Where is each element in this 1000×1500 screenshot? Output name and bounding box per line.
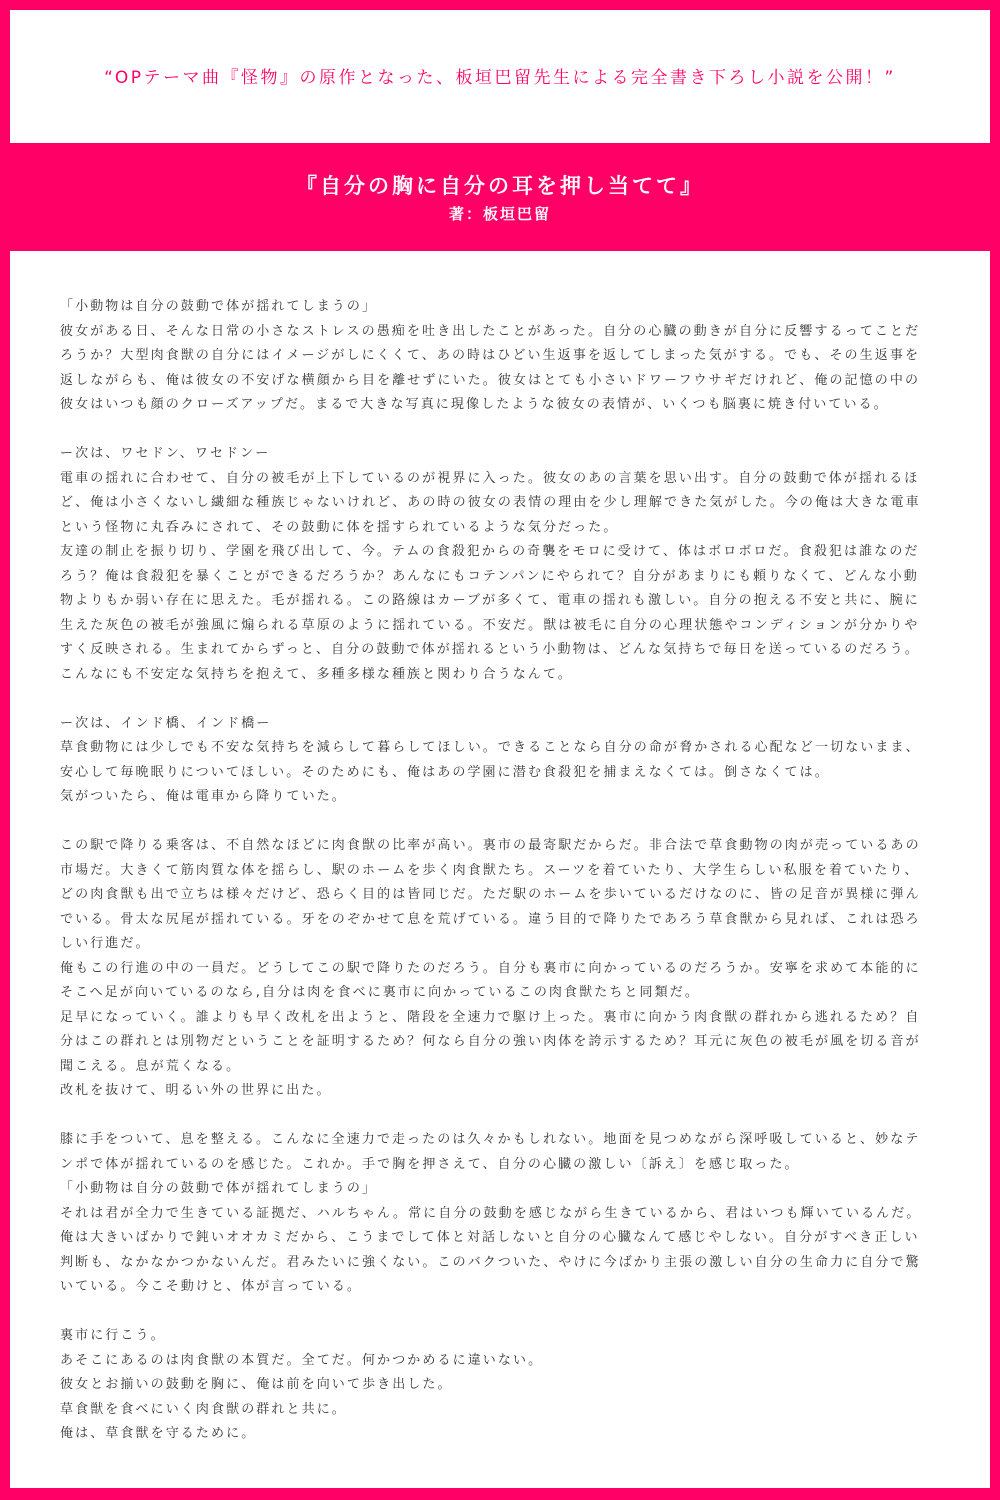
story-line: 判断も、なかなかつかないんだ。君みたいに強くない。このバクついた、やけに今ばかり主張の激しい自分の生命力に自分で驚 <box>60 1254 921 1270</box>
story-line: 市場だ。大きくて筋肉質な体を揺らし、駅のホームを歩く肉食獣たち。スーツを着ていたり、大学生らしい私服を着ていたり、 <box>60 862 920 878</box>
story-line: 彼女はいつも顔のクローズアップだ。まるで大きな写真に現像したような彼女の表情が、いくつも脳裏に焼き付いている。 <box>60 397 889 412</box>
story-line: いている。今こそ動けと、体が言っている。 <box>60 1279 363 1294</box>
story-title: 『自分の胸に自分の耳を押し当てて』 <box>296 174 704 198</box>
story-blank-line <box>60 418 952 443</box>
story-blank-line <box>60 687 952 712</box>
story-line: ろうか？大型肉食獣の自分にはイメージがしにくくて、あの時はひどい生返事を返してしまった気がする。でも、その生返事を <box>60 348 921 363</box>
story-line: そこへ足が向いているのなら,自分は肉を食べに裏市に向かっているこの肉食獣たちと同類だ。 <box>60 985 700 1000</box>
story-line: ろう？俺は食殺犯を暴くことができるだろうか？あんなにもコテンパンにやられて？自分があまりにも頼りなくて、どんな小動 <box>60 568 919 584</box>
story-line: 膝に手をついて、息を整える。こんなに全速力で走ったのは久々かもしれない。地面を見つめながら深呼吸していると、妙なテ <box>60 1132 921 1147</box>
story-line: 草食動物には少しでも不安な気持ちを減らして暮らしてほしい。できることなら自分の命が脅かされる心配など一切ないまま、 <box>60 740 921 755</box>
story-line: 物よりもか弱い存在に思えた。毛が揺れる。この路線はカーブが多くて、電車の揺れも激しい。自分の抱える不安と共に、腕に <box>60 593 920 608</box>
story-line: 返しながらも、俺は彼女の不安げな横顔から目を離せずにいた。彼女はとても小さいドワーフウサギだけれど、俺の記憶の中の <box>60 372 921 388</box>
story-line: ど、俺は小さくないし繊細な種族じゃないけれど、あの時の彼女の表情の理由を少し理解できた気がした。今の俺は大きな電車 <box>60 495 921 510</box>
story-line: 改札を抜けて、明るい外の世界に出た。 <box>60 1083 332 1098</box>
story-line: 「小動物は自分の鼓動で体が揺れてしまうの」 <box>60 1181 378 1196</box>
story-blank-line <box>60 810 952 835</box>
story-author: 著：板垣巴留 <box>448 205 551 223</box>
story-line: 彼女とお揃いの鼓動を胸に、俺は前を向いて歩き出した。 <box>60 1377 453 1392</box>
story-line: 俺は大きいばかりで鈍いオオカミだから、こうまでして体と対話しないと自分の心臓なんて感じやしない。自分がすべき正しい <box>60 1230 920 1245</box>
story-line: 「小動物は自分の鼓動で体が揺れてしまうの」 <box>60 299 378 314</box>
story-line: この駅で降りる乗客は、不自然なほどに肉食獣の比率が高い。裏市の最寄駅だからだ。非合法で草食動物の肉が売っているあの <box>60 838 921 853</box>
story-text <box>60 295 952 1447</box>
story-blank-line <box>60 1300 952 1325</box>
story-line: 俺は、草食獣を守るために。 <box>60 1426 257 1441</box>
story-blank-line <box>60 1104 952 1129</box>
story-line: こんなにも不安定な気持ちを抱えて、多種多様な種族と関わり合うなんて。 <box>60 666 573 682</box>
story-line: 足早になっていく。誰よりも早く改札を出ようと、階段を全速力で駆け上った。裏市に向かう肉食獣の群れから逃れるため？自 <box>60 1009 921 1025</box>
title-band <box>0 143 1000 251</box>
story-line: 彼女がある日、そんな日常の小さなストレスの愚痴を吐き出したことがあった。自分の心臓の動きが自分に反響するってことだ <box>60 323 921 339</box>
story-line: すく反映される。生まれてからずっと、自分の鼓動で体が揺れるという小動物は、どんな気持ちで毎日を送っているのだろう。 <box>60 642 920 657</box>
story-line: ー次は、ワセドン、ワセドンー <box>60 446 271 461</box>
story-line: あそこにあるのは肉食獣の本質だ。全てだ。何かつかめるに違いない。 <box>60 1352 544 1368</box>
story-line: でいる。骨太な尻尾が揺れている。牙をのぞかせて息を荒げている。違う目的で降りたであろう草食獣から見れば、これは恐ろ <box>60 911 921 927</box>
tagline-panel <box>10 10 990 143</box>
story-line: 気がついたら、俺は電車から降りていた。 <box>60 789 347 804</box>
story-line: 聞こえる。息が荒くなる。 <box>60 1058 242 1074</box>
story-line: しい行進だ。 <box>60 936 151 951</box>
story-line: 友達の制止を振り切り、学園を飛び出して、今。テムの食殺犯からの奇襲をモロに受けて、体はボロボロだ。食殺犯は誰なのだ <box>60 544 920 559</box>
story-line: 安心して毎晩眠りについてほしい。そのためにも、俺はあの学園に潜む食殺犯を捕まえなくては。倒さなくては。 <box>60 764 830 780</box>
story-line: 裏市に行こう。 <box>60 1328 166 1343</box>
tagline-text: “OPテーマ曲『怪物』の原作となった、板垣巴留先生による完全書き下ろし小説を公開！” <box>104 68 896 88</box>
story-line: 草食獣を食べにいく肉食獣の群れと共に。 <box>60 1401 347 1417</box>
story-line: 俺もこの行進の中の一員だ。どうしてこの駅で降りたのだろう。自分も裏市に向かっているのだろうか。安寧を求めて本能的に <box>60 960 921 976</box>
story-line: ンポで体が揺れているのを感じた。これか。手で胸を押さえて、自分の心臓の激しい〔訴え〕を感じ取った。 <box>60 1156 800 1172</box>
story-line: ー次は、インド橋、インド橋ー <box>60 715 272 731</box>
story-line: 生えた灰色の被毛が強風に煽られる草原のように揺れている。不安だ。獣は被毛に自分の心理状態やコンディションが分かりや <box>60 617 920 633</box>
story-line: どの肉食獣も出で立ちは様々だけど、恐らく目的は皆同じだ。ただ駅のホームを歩いているだけなのに、皆の足音が異様に弾ん <box>60 887 921 902</box>
story-line: 電車の揺れに合わせて、自分の被毛が上下しているのが視界に入った。彼女のあの言葉を思い出す。自分の鼓動で体が揺れるほ <box>60 470 920 486</box>
story-line: 分はこの群れとは別物だということを証明するため？何なら自分の強い肉体を誇示するため？耳元に灰色の被毛が風を切る音が <box>60 1034 921 1049</box>
story-panel <box>10 251 990 1488</box>
story-line: それは君が全力で生きている証拠だ、ハルちゃん。常に自分の鼓動を感じながら生きているから、君はいつも輝いているんだ。 <box>60 1205 922 1221</box>
story-line: という怪物に丸呑みにされて、その鼓動に体を揺すられているような気分だった。 <box>60 519 619 535</box>
